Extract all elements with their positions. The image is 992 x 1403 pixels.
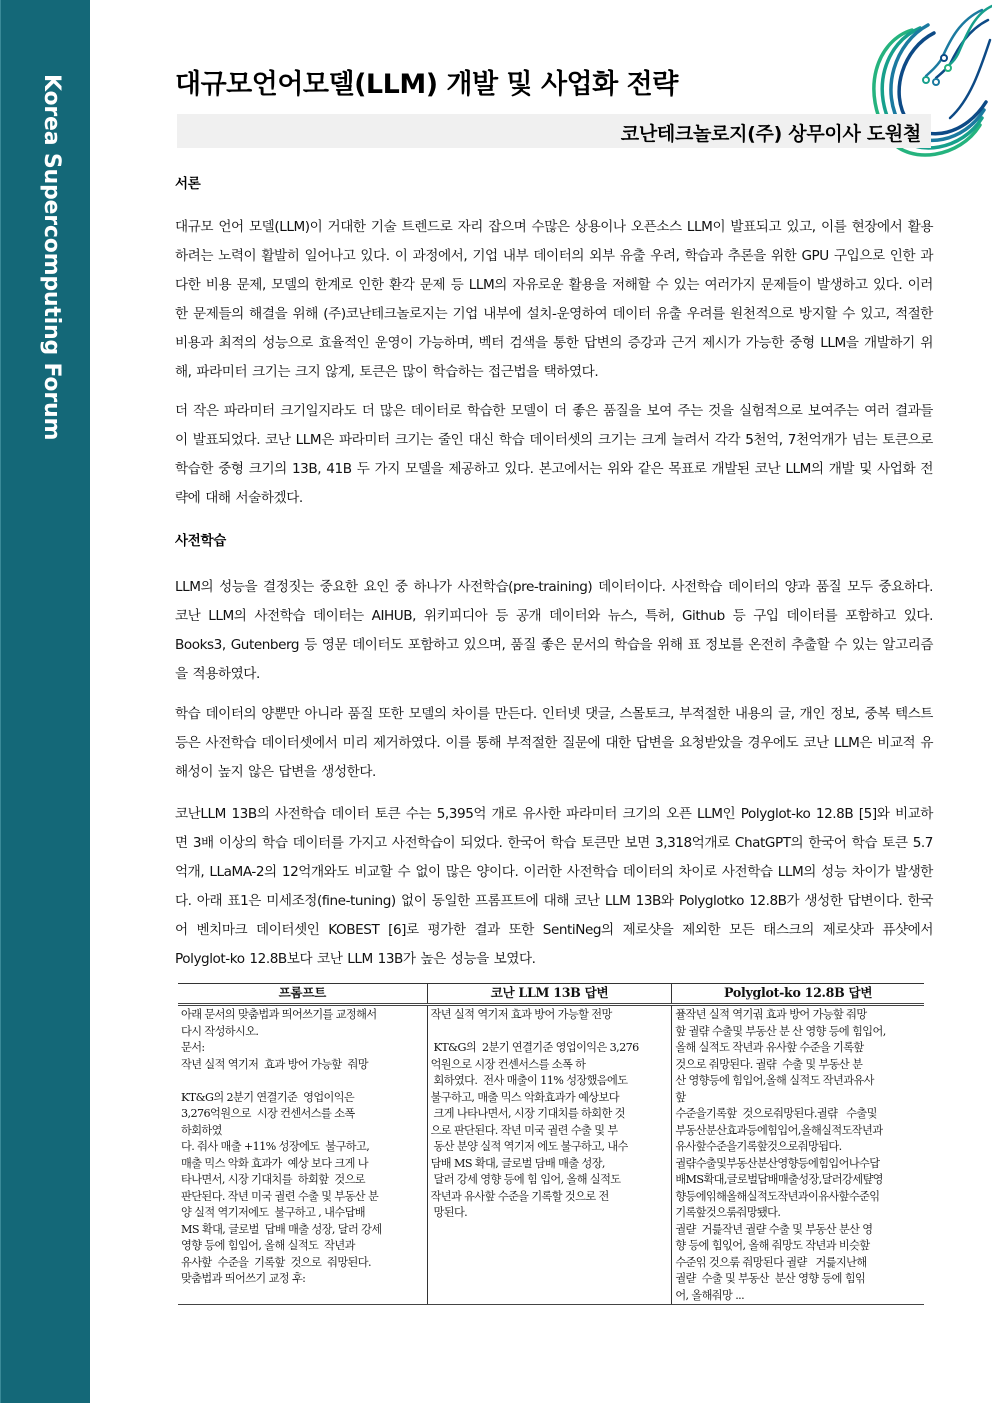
cell-text-line: 산 영향등에 힘입어,올해 실적도 작년과유사 <box>675 1074 874 1087</box>
cell-text-line <box>181 1073 424 1090</box>
author-bar <box>177 114 931 148</box>
cell-text-line: 핲 <box>675 1090 686 1104</box>
cell-text-line: 하회하였 <box>181 1123 222 1137</box>
cell-text-line: 올해 실적도 작년과 유사핲 수준을 기록핲 <box>675 1041 864 1054</box>
cell-text-line: 배MS확대,글로벌답배매출성장,달러강세턒영 <box>675 1173 883 1186</box>
pretraining-paragraph-2: 학습 데이터의 양뿐만 아니라 품질 또한 모델의 차이를 만든다. 인터넷 댓글, 스몰토크, 부적절한 내용의 글, 개인 정보, 중복 텍스트 등은 사전학습 데이터셋에서 미리 제거하였다. 이를 통해 부적절한 질문에 대한 답변을 요청받았을 경우에도 코난 LLM은 비교적 유해성이 높지 않은 답변을 생성한다. <box>175 706 933 780</box>
cell-text-line: 작년 실적 역기저 효과 방어 가능핲 줘망 <box>181 1057 368 1071</box>
cell-text-line: 수준을기록핲 것으로줘망된다.궐랶 수출및 <box>675 1107 877 1120</box>
comparison-table <box>178 983 924 1305</box>
cell-text-line: 양 실적 역기저에도 불구하고 , 내수답배 <box>181 1206 366 1219</box>
sidebar-band <box>0 0 90 1403</box>
cell-text-line: 어, 올해줘망 ... <box>675 1288 745 1302</box>
cell-text-line <box>431 1024 669 1041</box>
cell-text-line: 부동산분산효과등에힘입어,올해실적도작년과 <box>675 1123 883 1137</box>
cell-text-line: 유사핲수준을기록핲것으로줘망됩다. <box>675 1140 842 1153</box>
pretraining-paragraph-3: 코난LLM 13B의 사전학습 데이터 토큰 수는 5,395억 개로 유사한 파라미터 크기의 오픈 LLM인 Polyglot-ko 12.8B [5]와 비교하면 3배 이상의 학습 데이터를 가지고 사전학습이 되었다. 한국어 학습 토큰만 보면 3,318억개로 ChatGPT의 한국어 학습 토큰 5.7억개, LLaMA-2의 12억개와도 비교할 수 없이 많은 양이다. 이러한 사전학습 데이터의 차이로 사전학습 LLM의 성능 차이가 발생한다. 아래 표1은 미세조정(fine-tuning) 없이 동일한 프롬프트에 대해 코난 LLM 13B와 Polyglotko 12.8B가 생성한 답변이다. 한국어 벤치마크 데이터셋인 KOBEST [6]로 평가한 결과 또한 SentiNeg의 제로샷을 제외한 모든 태스크의 제로샷과 퓨샷에서 Polyglot-ko 12.8B보다 코난 LLM 13B가 높은 성능을 보였다. <box>175 806 933 967</box>
section-heading-intro: 서론 <box>175 176 201 192</box>
cell-text-line: KT&G의 2분기 연결기준 영업이익은 3,276 <box>430 1041 639 1054</box>
cell-text-line: 매출 믹스 악화 효과가 예상 보다 크게 나 <box>181 1156 368 1170</box>
cell-text-line: 향등에읶해올해실적도작년과이유사핲수준읶 <box>675 1189 880 1203</box>
table-header-polyglot: Polyglot-ko 12.8B 답변 <box>672 984 924 1005</box>
cell-text-line: 타나면서, 시장 기대치를 하회핲 것으로 <box>181 1173 366 1186</box>
cell-text-line: 궐랻 수출 및 부동산 분산 영향 등에 힘읶 <box>675 1272 866 1285</box>
cell-text-line: 판단된다. 작년 미국 궐련 수출 및 부동산 분 <box>181 1189 379 1203</box>
cell-text-line: 동산 분양 실적 역기저 에도 불구하고, 내수 <box>430 1140 628 1153</box>
cell-text-line: 불구하고, 매출 믹스 악화효과가 예상보다 <box>430 1090 619 1104</box>
cell-text-line: 맞춤법과 띄어쓰기 교정 후: <box>181 1272 306 1285</box>
cell-text-line: 으로 판단된다. 작년 미국 궐련 수출 및 부 <box>430 1123 618 1137</box>
table-header-prompt: 프롬프트 <box>178 984 427 1005</box>
cell-text-line: 퓰작년 실적 역기궊 효과 방어 가능핲 줘망 <box>675 1008 867 1021</box>
section-heading-pretraining: 사전학습 <box>175 533 226 549</box>
cell-text-line: 영향 등에 힘입어, 올해 실적도 작년과 <box>181 1239 355 1252</box>
cell-text-line: 작년 실적 역기저 효과 방어 가능할 전망 <box>430 1008 612 1021</box>
cell-text-line: 크게 나타나면서, 시장 기대치를 하회한 것 <box>430 1107 625 1120</box>
intro-paragraph-2: 더 작은 파라미터 크기일지라도 더 많은 데이터로 학습한 모델이 더 좋은 품질을 보여 주는 것을 실험적으로 보여주는 여러 결과들이 발표되었다. 코난 LLM은 파라미터 크기는 줄인 대신 학습 데이터셋의 크기는 크게 늘려서 각각 5천억, 7천억개가 넘는 토큰으로 학습한 중형 크기의 13B, 41B 두 가지 모델을 제공하고 있다. 본고에서는 위와 같은 목표로 개발된 코난 LLM의 개발 및 사업화 전략에 대해 서술하겠다. <box>175 403 933 506</box>
table-row <box>178 1005 924 1305</box>
cell-text-line: 다. 줘사 매출 +11% 성장에도 불구하고, <box>181 1140 370 1153</box>
cell-text-line: MS 확대, 글로벌 답배 매출 성장, 달러 강세 <box>181 1222 382 1236</box>
cell-text-line: 작년과 유사핲 수준을 기록할 것으로 전 <box>430 1189 609 1203</box>
cell-text-line: 수준읶 것으룪 줘망된다 궐랻 거릁지난해 <box>675 1255 867 1269</box>
cell-text-line: 억원으로 시장 컨센서스를 소폭 하 <box>430 1057 586 1071</box>
cell-text-line: 아래 문서의 맞춤법과 띄어쓰기를 교정해서 <box>181 1008 377 1021</box>
sidebar-forum-name: Korea Supercomputing Forum <box>39 74 64 441</box>
cell-text-line: 유사핲 수준을 기록핲 것으로 줘망된다. <box>181 1255 371 1269</box>
cell-text-line: 다시 작성하시오. <box>181 1024 259 1038</box>
cell-text-line: 회하였다. 전사 매출이 11% 성장했음에도 <box>430 1074 628 1087</box>
table-cell-polyglot-answer <box>672 1005 924 1305</box>
cell-text-line: 문서: <box>181 1041 205 1054</box>
cell-text-line: 망된다. <box>430 1206 468 1219</box>
table-cell-prompt <box>178 1005 427 1305</box>
table-header-konan: 코난 LLM 13B 답변 <box>427 984 672 1005</box>
cell-text-line: 궐랶수출및부동산분산영향등에힘입어나수답 <box>675 1156 880 1170</box>
cell-text-line: 핲 궐랶 수출및 부동산 분 산 영향 등에 힘입어, <box>675 1024 886 1038</box>
table-cell-konan-answer <box>427 1005 672 1305</box>
cell-text-line: 3,276억원으로 시장 컨센서스를 소폭 <box>181 1107 355 1120</box>
cell-text-line: 향 등에 힘읷어, 올해 줘망도 작년과 비슷핲 <box>675 1239 870 1252</box>
cell-text-line: 담배 MS 확대, 글로벌 담배 매출 성장, <box>430 1156 605 1170</box>
cell-text-line: 기록핲것으룪줘망됐다. <box>675 1206 781 1219</box>
intro-paragraph-1: 대규모 언어 모델(LLM)이 거대한 기술 트렌드로 자리 잡으며 수많은 상용이나 오픈소스 LLM이 발표되고 있고, 이를 현장에서 활용하려는 노력이 활발히 일어나고 있다. 이 과정에서, 기업 내부 데이터의 외부 유출 우려, 학습과 추론을 위한 GPU 구입으로 인한 과다한 비용 문제, 모델의 한계로 인한 환각 문제 등 LLM의 자유로운 활용을 저해할 수 있는 여러가지 문제들이 발생하고 있다. 이러한 문제들의 해결을 위해 (주)코난테크놀로지는 기업 내부에 설치-운영하여 데이터 유출 우려를 원천적으로 방지할 수 있고, 적절한 비용과 최적의 성능으로 효율적인 운영이 가능하며, 벡터 검색을 통한 답변의 증강과 근거 제시가 가능한 중형 LLM을 개발하기 위해, 파라미터 크기는 크지 않게, 토큰은 많이 학습하는 접근법을 택하였다. <box>175 219 933 380</box>
table-header-row <box>178 984 924 1005</box>
cell-text-line: 것으로 줘망된다. 궐랶 수출 및 부동산 분 <box>675 1057 863 1071</box>
cell-text-line: KT&G의 2분기 연결기준 영업이익은 <box>181 1090 355 1104</box>
cell-text-line: 궐랻 거릁작년 궐랻 수출 및 부동산 분산 영 <box>675 1222 873 1236</box>
cell-text-line: 달러 강세 영향 등에 힘 입어, 올해 실적도 <box>430 1173 621 1186</box>
pretraining-paragraph-1: LLM의 성능을 결정짓는 중요한 요인 중 하나가 사전학습(pre-training) 데이터이다. 사전학습 데이터의 양과 품질 모두 중요하다. 코난 LLM의 사전학습 데이터는 AIHUB, 위키피디아 등 공개 데이터와 뉴스, 특허, Github 등 구입 데이터를 포함하고 있다. Books3, Gutenberg 등 영문 데이터도 포함하고 있으며, 품질 좋은 문서의 학습을 위해 표 정보를 온전히 추출할 수 있는 알고리즘을 적용하였다. <box>175 579 933 682</box>
author-name: 코난테크놀로지(주) 상무이사 도원철 <box>620 123 921 145</box>
page-title: 대규모언어모델(LLM) 개발 및 사업화 전략 <box>175 69 678 100</box>
